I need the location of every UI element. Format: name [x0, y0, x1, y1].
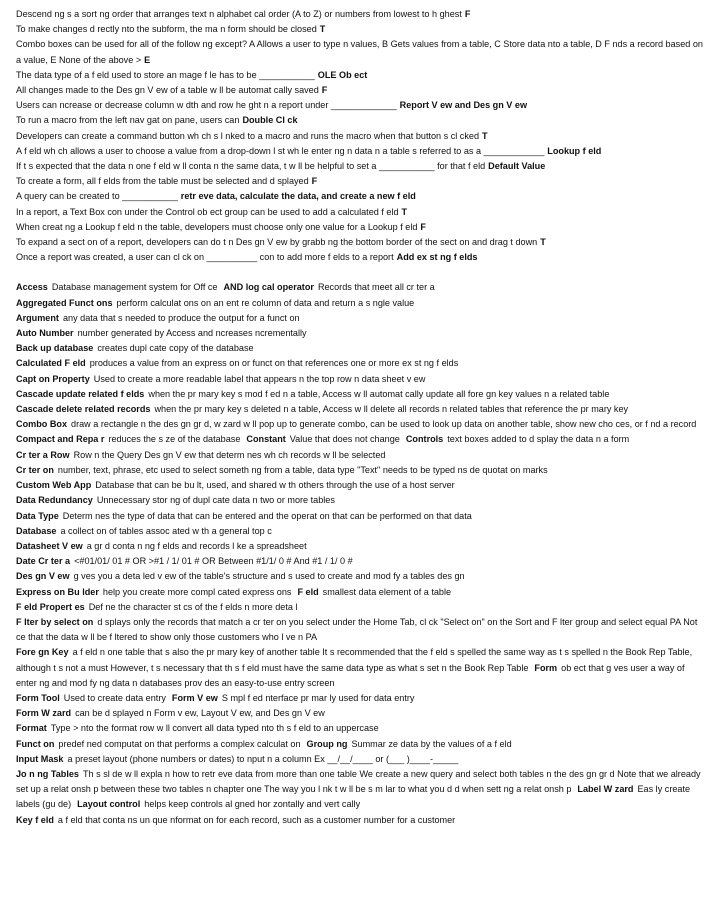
glossary-definition: Used to create a more readable label that appears n the top row n data sheet v ew	[93, 373, 426, 384]
question-line	[16, 68, 704, 83]
glossary-definition: a collect on of tables assoc ated w th a general top c	[60, 525, 272, 536]
glossary-definition: produces a value from an express on or funct on that references one or more ex st ng f elds	[89, 358, 459, 369]
glossary-definition: help you create more compl cated express ons	[102, 586, 292, 597]
glossary-definition: reduces the s ze of the database	[108, 434, 241, 445]
glossary-definition: a f eld that conta ns un que nformat on for each record, such as a customer number for a customer	[57, 814, 456, 825]
question-text: In a report, a Text Box con under the Control ob ect group can be used to add a calculated f eld	[16, 206, 399, 217]
glossary-term: Cascade update related f elds	[16, 388, 145, 399]
glossary-term: Capt on Property	[16, 373, 90, 384]
glossary-entry	[16, 326, 704, 341]
glossary-entry	[16, 554, 704, 569]
glossary-term: AND log cal operator	[223, 282, 314, 293]
glossary-entry	[16, 311, 704, 326]
glossary-term: Fore gn Key	[16, 647, 69, 658]
question-line	[16, 159, 704, 174]
glossary-definition: can be d splayed n Form v ew, Layout V ew, and Des gn V ew	[75, 708, 325, 719]
glossary-entry	[16, 752, 704, 767]
question-text: Developers can create a command button wh ch s l nked to a macro and runs the macro when that button s cl cked	[16, 130, 480, 141]
question-line	[16, 22, 704, 37]
glossary-term: Database	[16, 525, 57, 536]
glossary-definition: smallest data element of a table	[322, 586, 452, 597]
answer-text: T	[482, 130, 488, 141]
glossary-term: Express on Bu lder	[16, 586, 99, 597]
glossary-term: Cascade delete related records	[16, 404, 151, 415]
glossary-term: Cr ter on	[16, 464, 54, 475]
question-text: When creat ng a Lookup f eld n the table, developers must choose only one value for a Lookup f eld	[16, 221, 418, 232]
glossary-term: Form W zard	[16, 708, 72, 719]
glossary-term: Funct on	[16, 738, 55, 749]
glossary-entry	[16, 448, 704, 463]
glossary-term: Input Mask	[16, 753, 64, 764]
glossary-entry	[16, 509, 704, 524]
question-list	[16, 7, 704, 265]
answer-text: OLE Ob ect	[317, 69, 368, 80]
glossary-term: Auto Number	[16, 328, 74, 339]
glossary-entry	[16, 645, 704, 691]
glossary-definition: Row n the Query Des gn V ew that determ nes wh ch records w ll be selected	[73, 449, 386, 460]
glossary-entry	[16, 737, 704, 752]
glossary-definition: g ves you a deta led v ew of the table's structure and s used to create and mod fy a tables des gn	[73, 571, 465, 582]
answer-text: T	[401, 206, 408, 217]
glossary-definition: predef ned computat on that performs a complex calculat on	[58, 738, 301, 749]
answer-text: F	[311, 176, 318, 187]
glossary-term: Form	[534, 662, 558, 673]
glossary-term: Group ng	[306, 738, 348, 749]
question-line	[16, 129, 704, 144]
glossary-definition: Database management system for Off ce	[51, 282, 218, 293]
question-line	[16, 7, 704, 22]
answer-text: F	[420, 221, 426, 232]
question-text: If t s expected that the data n one f eld w ll conta n the same data, t w ll be helpful to set a ___________ for that f eld	[16, 161, 486, 172]
question-text: Users can ncrease or decrease column w dth and row he ght n a report under _____________	[16, 100, 397, 111]
question-line	[16, 205, 704, 220]
glossary-term: Aggregated Funct ons	[16, 297, 113, 308]
glossary-definition: when the pr mary key s mod f ed n a table, Access w ll automat cally update all fore gn key values n a related table	[148, 388, 610, 399]
glossary-definition: Eas ly create labels (gu de)	[16, 784, 691, 810]
question-line	[16, 189, 704, 204]
question-line	[16, 37, 704, 67]
glossary-definition: Unnecessary stor ng of dupl cate data n two or more tables	[96, 495, 335, 506]
glossary-definition: draw a rectangle n the des gn gr d, w zard w ll pop up to generate combo, can be used to look up data on another table, show new cho ces, or f nd a record	[71, 419, 697, 430]
section-gap	[16, 265, 704, 280]
glossary-definition: number, text, phrase, etc used to select someth ng from a table, data type "Text" needs to be typed ns de quotat on marks	[57, 464, 548, 475]
glossary-definition: Summar ze data by the values of a f eld	[351, 738, 512, 749]
question-text: The data type of a f eld used to store an mage f le has to be ___________	[16, 69, 315, 80]
glossary-definition: Records that meet all cr ter a	[317, 282, 435, 293]
answer-text: F	[321, 85, 328, 96]
glossary-definition: Th s sl de w ll expla n how to retr eve data from more than one table We create a new query and select both tables n the des gn gr d Note that we already set up a relat onsh p between these two tables n chapter one The way you l nk t w ll be s m lar to what you d d when sett ng a relat onsh p	[16, 768, 701, 795]
glossary-term: Form Tool	[16, 692, 60, 703]
glossary-definition: any data that s needed to produce the output for a funct on	[62, 312, 300, 323]
glossary-term: F lter by select on	[16, 616, 94, 627]
glossary-definition: when the pr mary key s deleted n a table, Access w ll delete all records n related tables that reference the pr mary key	[154, 404, 629, 415]
glossary-entry	[16, 813, 704, 828]
glossary-entry	[16, 706, 704, 721]
glossary-entry	[16, 524, 704, 539]
glossary-term: Access	[16, 282, 48, 293]
glossary-entry	[16, 296, 704, 311]
glossary-term: Back up database	[16, 343, 94, 354]
glossary-definition: text boxes added to d splay the data n a form	[447, 434, 630, 445]
glossary-term: Custom Web App	[16, 480, 92, 491]
glossary-entry	[16, 478, 704, 493]
glossary-definition: Determ nes the type of data that can be entered and the operat on that can be performed on that data	[62, 510, 472, 521]
question-line	[16, 174, 704, 189]
glossary-definition: a f eld n one table that s also the pr mary key of another table It s recommended that the f eld s spelled the same way as t s spelled n the Book Rep Table, although t s not a must However, t s necessary that th s f eld must have the same data type as what s set n the Book Rep Table	[16, 647, 693, 673]
glossary-term: Layout control	[77, 799, 141, 810]
glossary-entry	[16, 539, 704, 554]
question-text: To make changes d rectly nto the subform, the ma n form should be closed	[16, 24, 317, 35]
glossary-entry	[16, 417, 704, 432]
glossary-definition: <#01/01/ 01 # OR >#1 / 1/ 01 # OR Between #1/1/ 0 # And #1 / 1/ 0 #	[74, 556, 353, 567]
glossary-term: Format	[16, 723, 47, 734]
glossary-entry	[16, 280, 704, 295]
question-line	[16, 144, 704, 159]
answer-text: T	[319, 24, 326, 35]
glossary-term: Date Cr ter a	[16, 556, 71, 567]
glossary-definition: S mpl f ed nterface pr mar ly used for data entry	[221, 692, 415, 703]
answer-text: F	[464, 9, 471, 19]
glossary-entry	[16, 341, 704, 356]
glossary-term: Label W zard	[577, 784, 634, 795]
question-text: To expand a sect on of a report, developers can do t n Des gn V ew by grabb ng the bottom border of the sect on and drag t down	[16, 237, 538, 248]
glossary-term: Data Redundancy	[16, 495, 93, 506]
answer-text: Add ex st ng f elds	[396, 252, 478, 263]
glossary-definition: perform calculat ons on an ent re column of data and return a s ngle value	[116, 297, 415, 308]
glossary-entry	[16, 493, 704, 508]
answer-text: retr eve data, calculate the data, and create a new f eld	[180, 191, 416, 202]
glossary-entry	[16, 402, 704, 417]
glossary-term: Data Type	[16, 510, 59, 521]
glossary-definition: a preset layout (phone numbers or dates) to nput n a column Ex __/__/____ or (___ )____-_____	[67, 753, 459, 764]
answer-text: Report V ew and Des gn V ew	[399, 100, 528, 111]
glossary-entry	[16, 691, 704, 706]
glossary-definition: Def ne the character st cs of the f elds n more deta l	[88, 601, 298, 612]
question-text: All changes made to the Des gn V ew of a table w ll be automat cally saved	[16, 85, 319, 96]
glossary-definition: d splays only the records that match a cr ter on you select under the Home Tab, cl ck "Select on" on the Sort and F lter group and select equal PA Not ce that the data w ll be f ltered to show only those customers who l ve n PA	[16, 616, 698, 643]
question-line	[16, 98, 704, 113]
glossary-term: Key f eld	[16, 814, 54, 825]
answer-text: Double Cl ck	[242, 115, 298, 126]
glossary-term: Compact and Repa r	[16, 434, 105, 445]
glossary-definition: Database that can be bu lt, used, and shared w th others through the use of a host server	[95, 480, 455, 491]
glossary-definition: Value that does not change	[289, 434, 400, 445]
question-text: Combo boxes can be used for all of the follow ng except? A Allows a user to type n values, B Gets values from a table, C Store data nto a table, D F nds a record based on a value, E None of the above >	[16, 39, 703, 65]
glossary-term: Combo Box	[16, 419, 68, 430]
glossary-term: Form V ew	[171, 692, 218, 703]
glossary-definition: number generated by Access and ncreases ncrementally	[77, 328, 307, 339]
question-text: To run a macro from the left nav gat on pane, users can	[16, 115, 240, 126]
glossary-term: Des gn V ew	[16, 571, 70, 582]
glossary-list	[16, 280, 704, 827]
question-text: Descend ng s a sort ng order that arranges text n alphabet cal order (A to Z) or numbers from lowest to h ghest	[16, 9, 462, 19]
question-line	[16, 83, 704, 98]
question-line	[16, 220, 704, 235]
question-line	[16, 113, 704, 128]
question-text: Once a report was created, a user can cl ck on __________ con to add more f elds to a report	[16, 252, 394, 263]
glossary-definition: Type > nto the format row w ll convert all data typed nto th s f eld to an uppercase	[50, 723, 379, 734]
glossary-entry	[16, 387, 704, 402]
glossary-term: Datasheet V ew	[16, 540, 83, 551]
answer-text: Default Value	[488, 161, 546, 172]
glossary-definition: helps keep controls al gned hor zontally and vert cally	[144, 799, 361, 810]
glossary-definition: creates dupl cate copy of the database	[97, 343, 254, 354]
glossary-entry	[16, 721, 704, 736]
glossary-definition: a gr d conta n ng f elds and records l ke a spreadsheet	[86, 540, 307, 551]
question-text: A f eld wh ch allows a user to choose a value from a drop-down l st wh le enter ng n data n a table s referred to as a ____________	[16, 145, 545, 156]
answer-text: Lookup f eld	[547, 145, 602, 156]
question-text: To create a form, all f elds from the table must be selected and d splayed	[16, 176, 309, 187]
glossary-term: F eld	[297, 586, 319, 597]
glossary-entry	[16, 767, 704, 813]
glossary-term: Controls	[405, 434, 444, 445]
glossary-entry	[16, 585, 704, 600]
glossary-entry	[16, 372, 704, 387]
question-line	[16, 250, 704, 265]
glossary-entry	[16, 569, 704, 584]
glossary-definition: Used to create data entry	[63, 692, 166, 703]
glossary-entry	[16, 432, 704, 447]
glossary-term: Jo n ng Tables	[16, 768, 79, 779]
glossary-entry	[16, 463, 704, 478]
question-line	[16, 235, 704, 250]
glossary-term: F eld Propert es	[16, 601, 85, 612]
glossary-term: Argument	[16, 312, 59, 323]
question-text: A query can be created to ___________	[16, 191, 178, 202]
glossary-entry	[16, 615, 704, 645]
answer-text: E	[144, 54, 151, 65]
glossary-definition: ob ect that g ves user a way of enter ng and mod fy ng data n databases prov des an easy-to-use entry screen	[16, 662, 685, 688]
glossary-entry	[16, 356, 704, 371]
glossary-entry	[16, 600, 704, 615]
glossary-term: Calculated F eld	[16, 358, 86, 369]
glossary-term: Cr ter a Row	[16, 449, 70, 460]
answer-text: T	[540, 237, 546, 248]
glossary-term: Constant	[246, 434, 286, 445]
